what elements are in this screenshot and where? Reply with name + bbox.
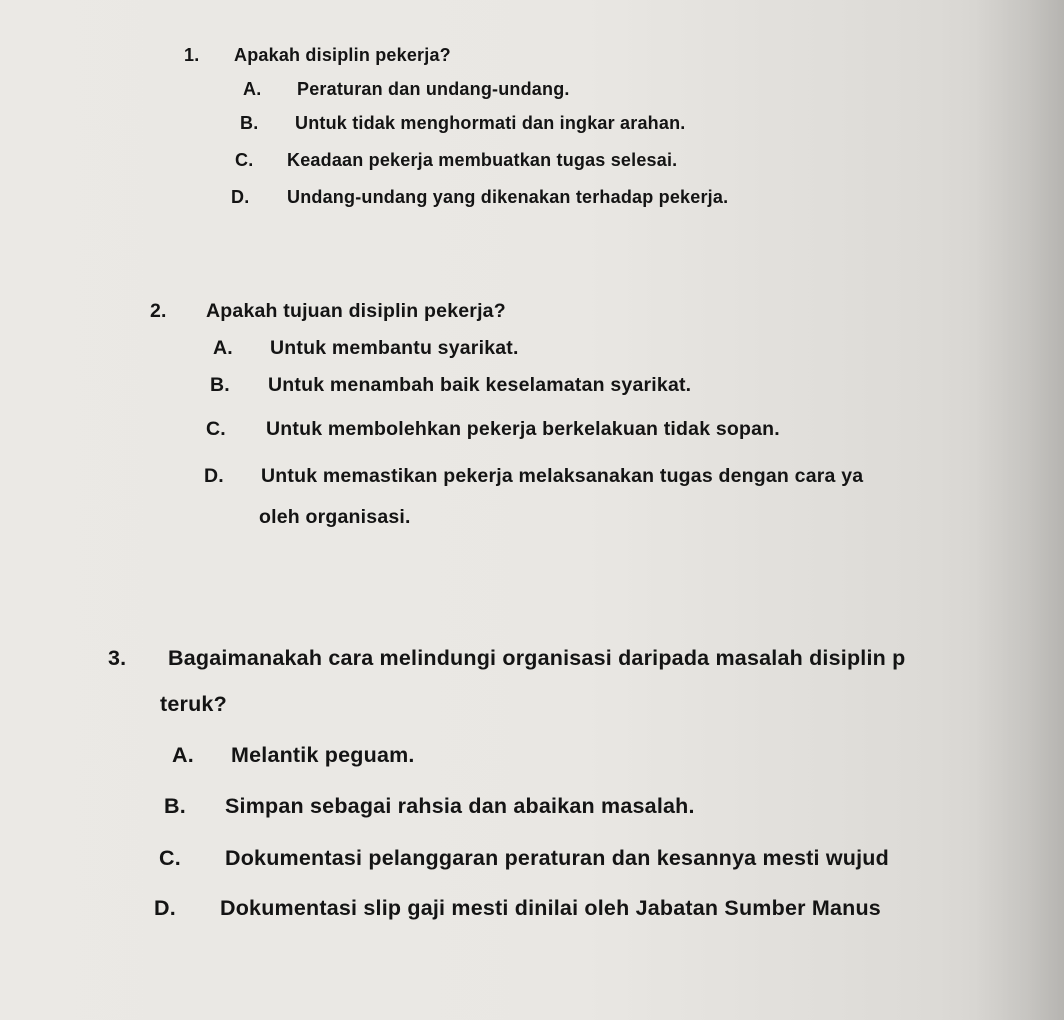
question-2-option-a[interactable]: [213, 337, 519, 360]
option-text: Untuk memastikan pekerja melaksanakan tugas dengan cara ya: [261, 465, 864, 487]
option-text: Untuk membantu syarikat.: [270, 337, 519, 359]
option-letter: B.: [164, 794, 186, 818]
question-3-option-b[interactable]: [164, 794, 695, 819]
question-3-number: 3.: [108, 646, 127, 670]
option-text: Melantik peguam.: [231, 743, 415, 767]
option-letter: A.: [213, 337, 233, 359]
question-3-text-continuation: teruk?: [160, 692, 227, 716]
question-1-option-c[interactable]: [235, 150, 677, 171]
question-3-continuation: [160, 692, 227, 717]
question-1-option-a[interactable]: [243, 79, 570, 100]
question-1-option-b[interactable]: [240, 113, 685, 134]
question-2-option-d-continuation: [259, 506, 411, 529]
question-2-text: Apakah tujuan disiplin pekerja?: [206, 300, 506, 322]
option-letter: B.: [240, 113, 259, 133]
option-text: Undang-undang yang dikenakan terhadap pekerja.: [287, 187, 729, 207]
option-letter: C.: [235, 150, 254, 170]
option-letter: D.: [231, 187, 250, 207]
option-text: Dokumentasi pelanggaran peraturan dan kesannya mesti wujud: [225, 846, 889, 870]
option-letter: B.: [210, 374, 230, 396]
question-3-option-c[interactable]: [159, 846, 889, 871]
option-text-continuation: oleh organisasi.: [259, 506, 411, 528]
option-text: Simpan sebagai rahsia dan abaikan masalah.: [225, 794, 695, 818]
option-text: Keadaan pekerja membuatkan tugas selesai.: [287, 150, 678, 170]
question-1-option-d[interactable]: [231, 187, 728, 208]
option-letter: D.: [204, 465, 224, 487]
question-1-text: Apakah disiplin pekerja?: [234, 45, 451, 65]
page-edge-shadow: [974, 0, 1064, 1020]
option-text: Dokumentasi slip gaji mesti dinilai oleh Jabatan Sumber Manus: [220, 896, 881, 920]
question-2-option-c[interactable]: [206, 418, 780, 441]
option-text: Untuk menambah baik keselamatan syarikat.: [268, 374, 692, 396]
option-letter: D.: [154, 896, 176, 920]
question-3-text: Bagaimanakah cara melindungi organisasi daripada masalah disiplin p: [168, 646, 906, 670]
question-1-number: 1.: [184, 45, 200, 65]
question-2-option-b[interactable]: [210, 374, 691, 397]
option-text: Untuk membolehkan pekerja berkelakuan tidak sopan.: [266, 418, 780, 440]
question-3-option-a[interactable]: [172, 743, 415, 768]
option-text: Untuk tidak menghormati dan ingkar arahan.: [295, 113, 686, 133]
question-3: [108, 646, 905, 671]
option-letter: C.: [159, 846, 181, 870]
question-2: [150, 300, 506, 323]
option-letter: A.: [243, 79, 262, 99]
question-3-option-d[interactable]: [154, 896, 881, 921]
option-text: Peraturan dan undang-undang.: [297, 79, 570, 99]
question-2-number: 2.: [150, 300, 167, 322]
question-2-option-d[interactable]: [204, 465, 863, 488]
question-1: [184, 45, 451, 66]
option-letter: C.: [206, 418, 226, 440]
option-letter: A.: [172, 743, 194, 767]
